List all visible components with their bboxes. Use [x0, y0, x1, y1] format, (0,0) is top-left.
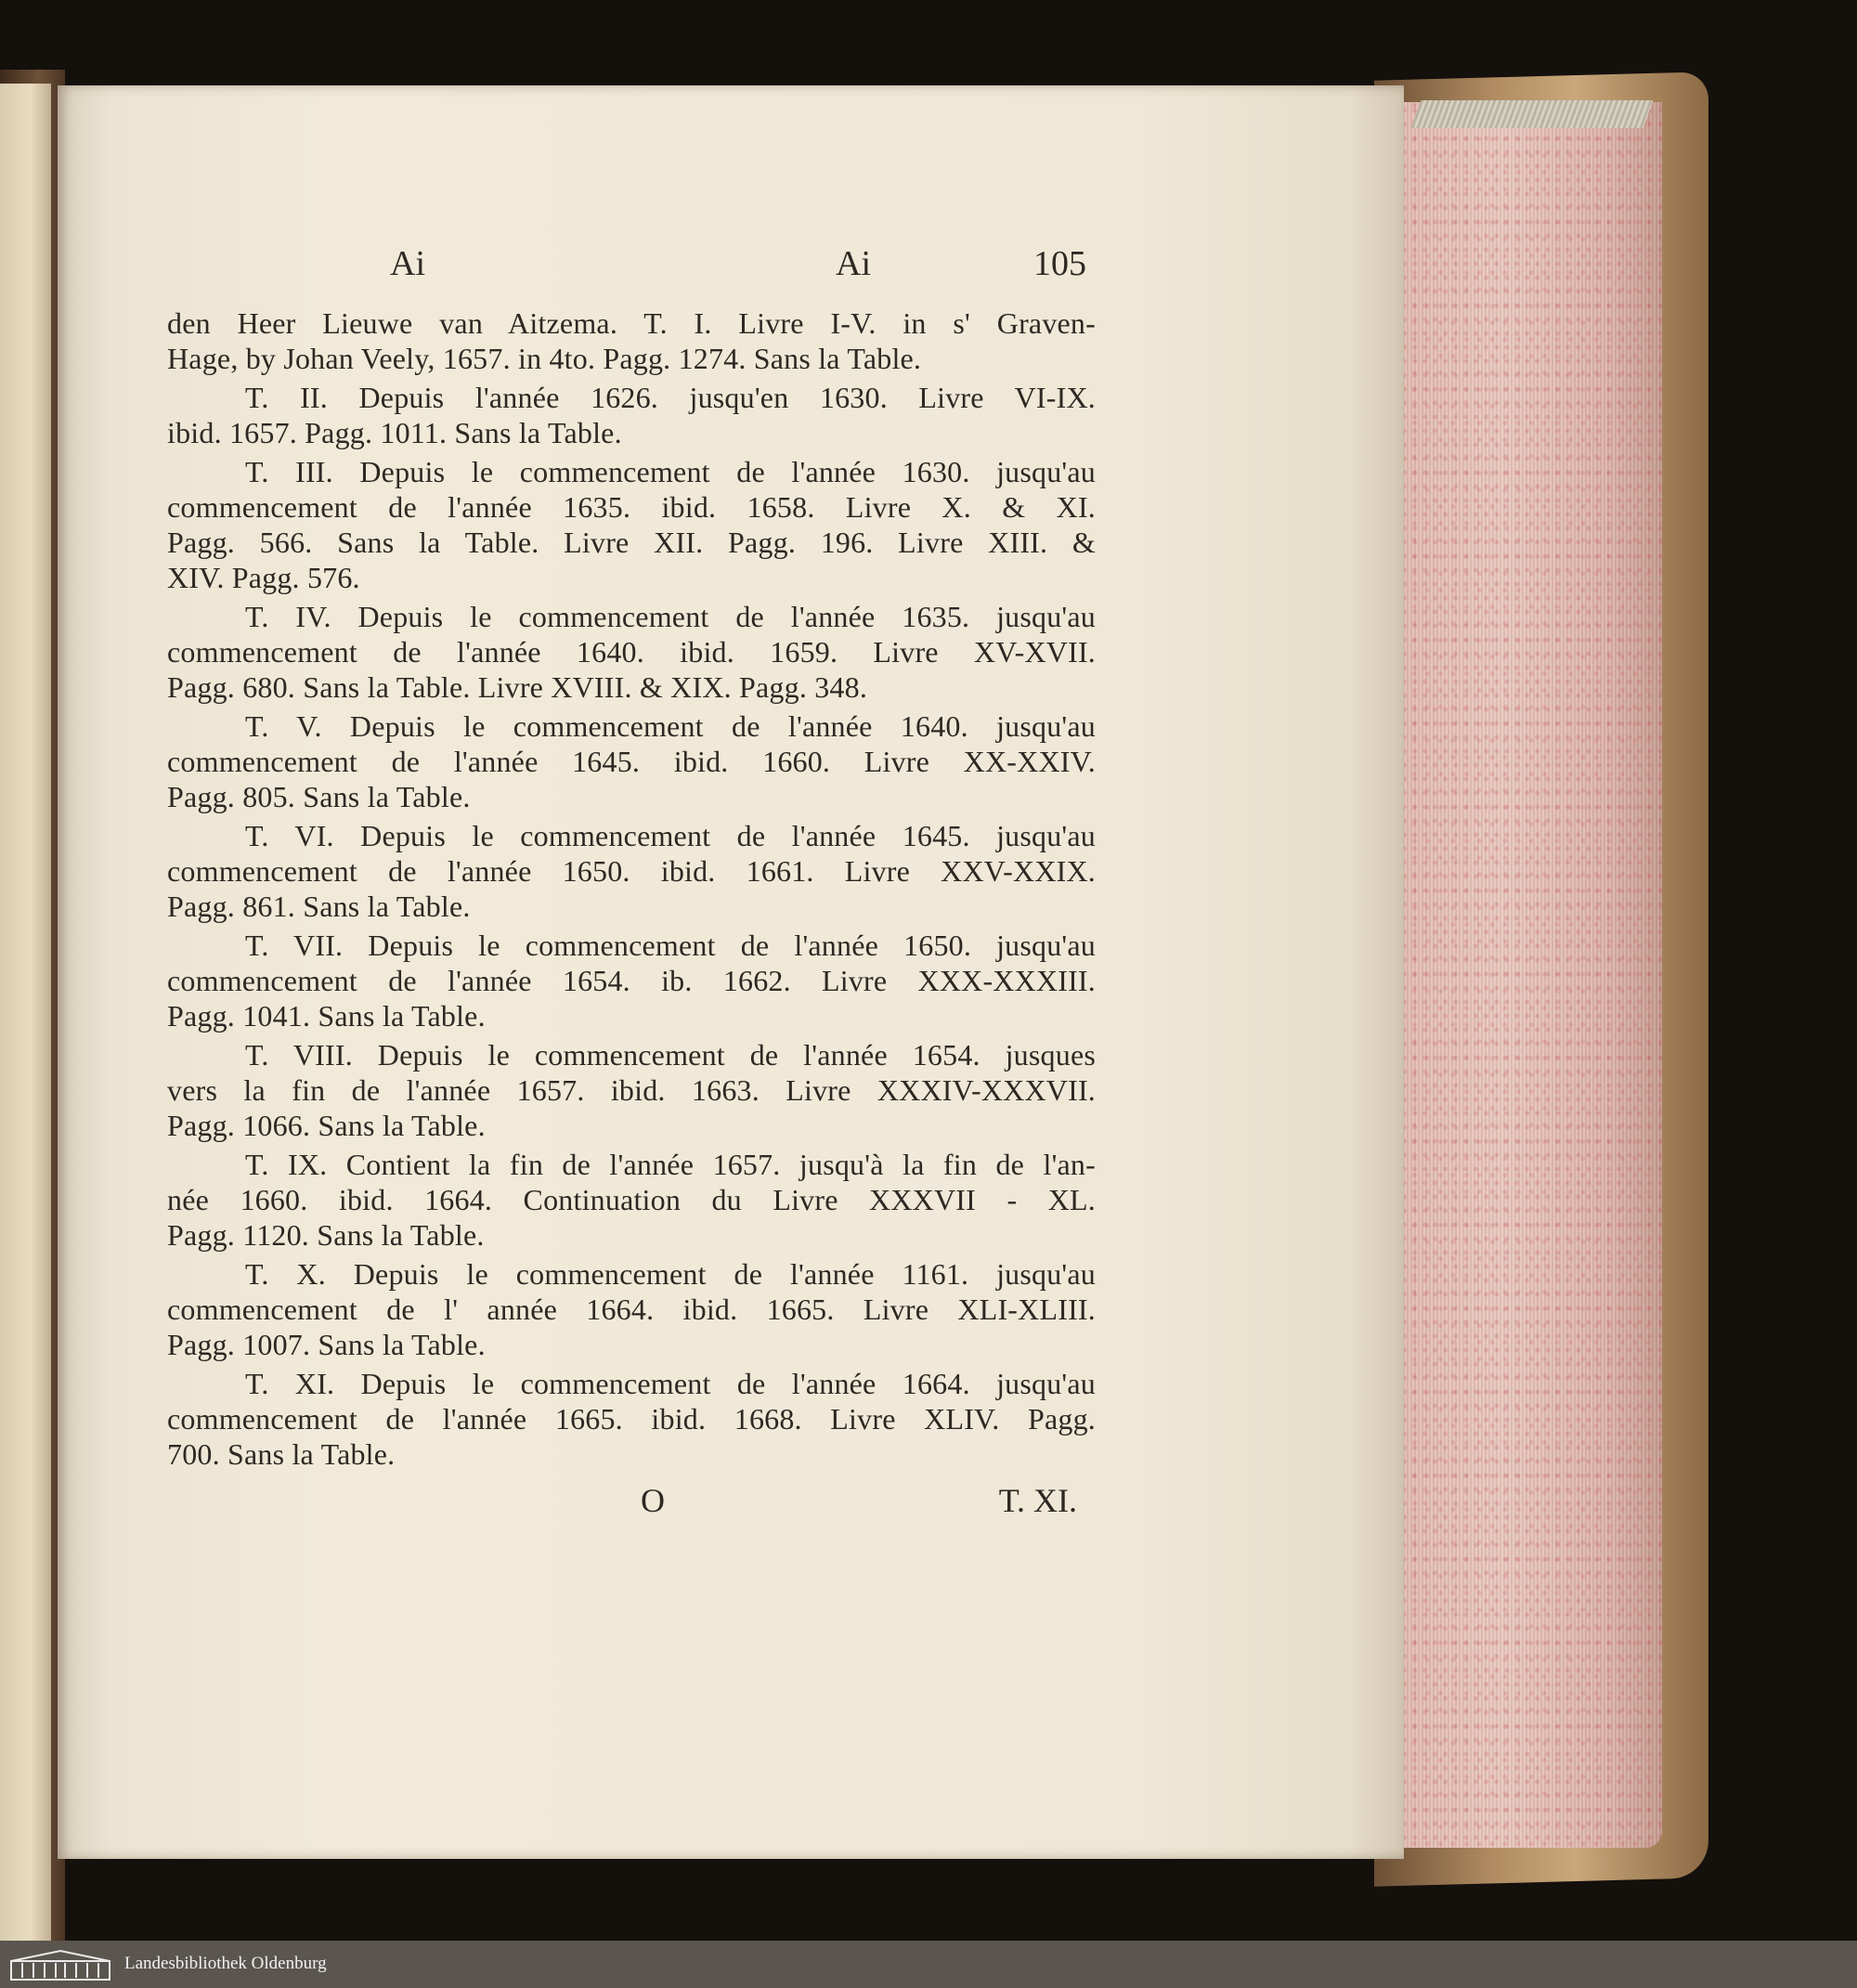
catchword: T. XI. [998, 1482, 1077, 1519]
text-line: commencement de l' année 1664. ibid. 1665. Livre XLI-XLIII. [167, 1293, 1096, 1326]
entry-paragraph [167, 1038, 1096, 1144]
text-line: Pagg. 805. Sans la Table. [167, 780, 471, 813]
text-line: T. XI. Depuis le commencement de l'année 1664. jusqu'au [245, 1367, 1096, 1400]
text-line: Hage, by Johan Veely, 1657. in 4to. Pagg. 1274. Sans la Table. [167, 342, 922, 375]
text-line: T. X. Depuis le commencement de l'année 1161. jusqu'au [245, 1257, 1096, 1291]
text-line: T. V. Depuis le commencement de l'année 1640. jusqu'au [245, 709, 1096, 743]
page-fore-edge [1397, 102, 1662, 1848]
entry-paragraph [167, 1367, 1096, 1473]
text-line: Pagg. 1007. Sans la Table. [167, 1328, 486, 1361]
text-line: T. IV. Depuis le commencement de l'année 1635. jusqu'au [245, 600, 1096, 633]
page-text [167, 306, 1096, 1476]
text-line: commencement de l'année 1654. ib. 1662. Livre XXX-XXXIII. [167, 964, 1096, 997]
text-line: XIV. Pagg. 576. [167, 561, 360, 594]
entry-paragraph [167, 455, 1096, 596]
left-page-edge [0, 84, 51, 1941]
library-logo-icon [9, 1948, 111, 1982]
text-line: ibid. 1657. Pagg. 1011. Sans la Table. [167, 416, 622, 449]
text-line: Pagg. 566. Sans la Table. Livre XII. Pagg. 196. Livre XIII. & [167, 526, 1096, 559]
text-line: commencement de l'année 1645. ibid. 1660. Livre XX-XXIV. [167, 745, 1096, 778]
text-line: T. IX. Contient la fin de l'année 1657. jusqu'à la fin de l'an- [245, 1148, 1096, 1181]
text-line: Pagg. 1041. Sans la Table. [167, 999, 486, 1033]
page-top-edge [1411, 100, 1654, 128]
text-line: commencement de l'année 1665. ibid. 1668. Livre XLIV. Pagg. [167, 1402, 1096, 1436]
text-line: 700. Sans la Table. [167, 1437, 396, 1471]
catch-line [167, 1481, 1077, 1522]
footer-bar [0, 1941, 1857, 1988]
running-head-left: Ai [390, 244, 425, 283]
text-line: T. VI. Depuis le commencement de l'année 1645. jusqu'au [245, 819, 1096, 852]
text-line: Pagg. 680. Sans la Table. Livre XVIII. & XIX. Pagg. 348. [167, 670, 868, 704]
entry-paragraph [167, 306, 1096, 377]
footer-institution: Landesbibliothek Oldenburg [124, 1954, 327, 1973]
entry-paragraph [167, 600, 1096, 706]
text-line: commencement de l'année 1640. ibid. 1659. Livre XV-XVII. [167, 635, 1096, 669]
text-line: vers la fin de l'année 1657. ibid. 1663. Livre XXXIV-XXXVII. [167, 1073, 1096, 1107]
entry-paragraph [167, 929, 1096, 1034]
page-number: 105 [1033, 244, 1086, 283]
text-line: T. III. Depuis le commencement de l'année 1630. jusqu'au [245, 455, 1096, 488]
entry-paragraph [167, 819, 1096, 925]
text-line: T. VIII. Depuis le commencement de l'année 1654. jusques [245, 1038, 1096, 1072]
entry-paragraph [167, 381, 1096, 451]
text-line: den Heer Lieuwe van Aitzema. T. I. Livre I-V. in s' Graven- [167, 306, 1096, 340]
text-line: T. II. Depuis l'année 1626. jusqu'en 1630. Livre VI-IX. [245, 381, 1096, 414]
entry-paragraph [167, 709, 1096, 815]
text-line: Pagg. 1120. Sans la Table. [167, 1218, 485, 1252]
text-line: Pagg. 861. Sans la Table. [167, 890, 471, 923]
text-line: commencement de l'année 1650. ibid. 1661. Livre XXV-XXIX. [167, 854, 1096, 888]
text-line: Pagg. 1066. Sans la Table. [167, 1109, 486, 1142]
entry-paragraph [167, 1148, 1096, 1254]
text-line: T. VII. Depuis le commencement de l'année 1650. jusqu'au [245, 929, 1096, 962]
entry-paragraph [167, 1257, 1096, 1363]
text-line: née 1660. ibid. 1664. Continuation du Livre XXXVII - XL. [167, 1183, 1096, 1216]
signature-mark: O [641, 1482, 665, 1519]
text-line: commencement de l'année 1635. ibid. 1658. Livre X. & XI. [167, 490, 1096, 524]
running-head [167, 243, 1096, 290]
running-head-center: Ai [836, 244, 871, 283]
